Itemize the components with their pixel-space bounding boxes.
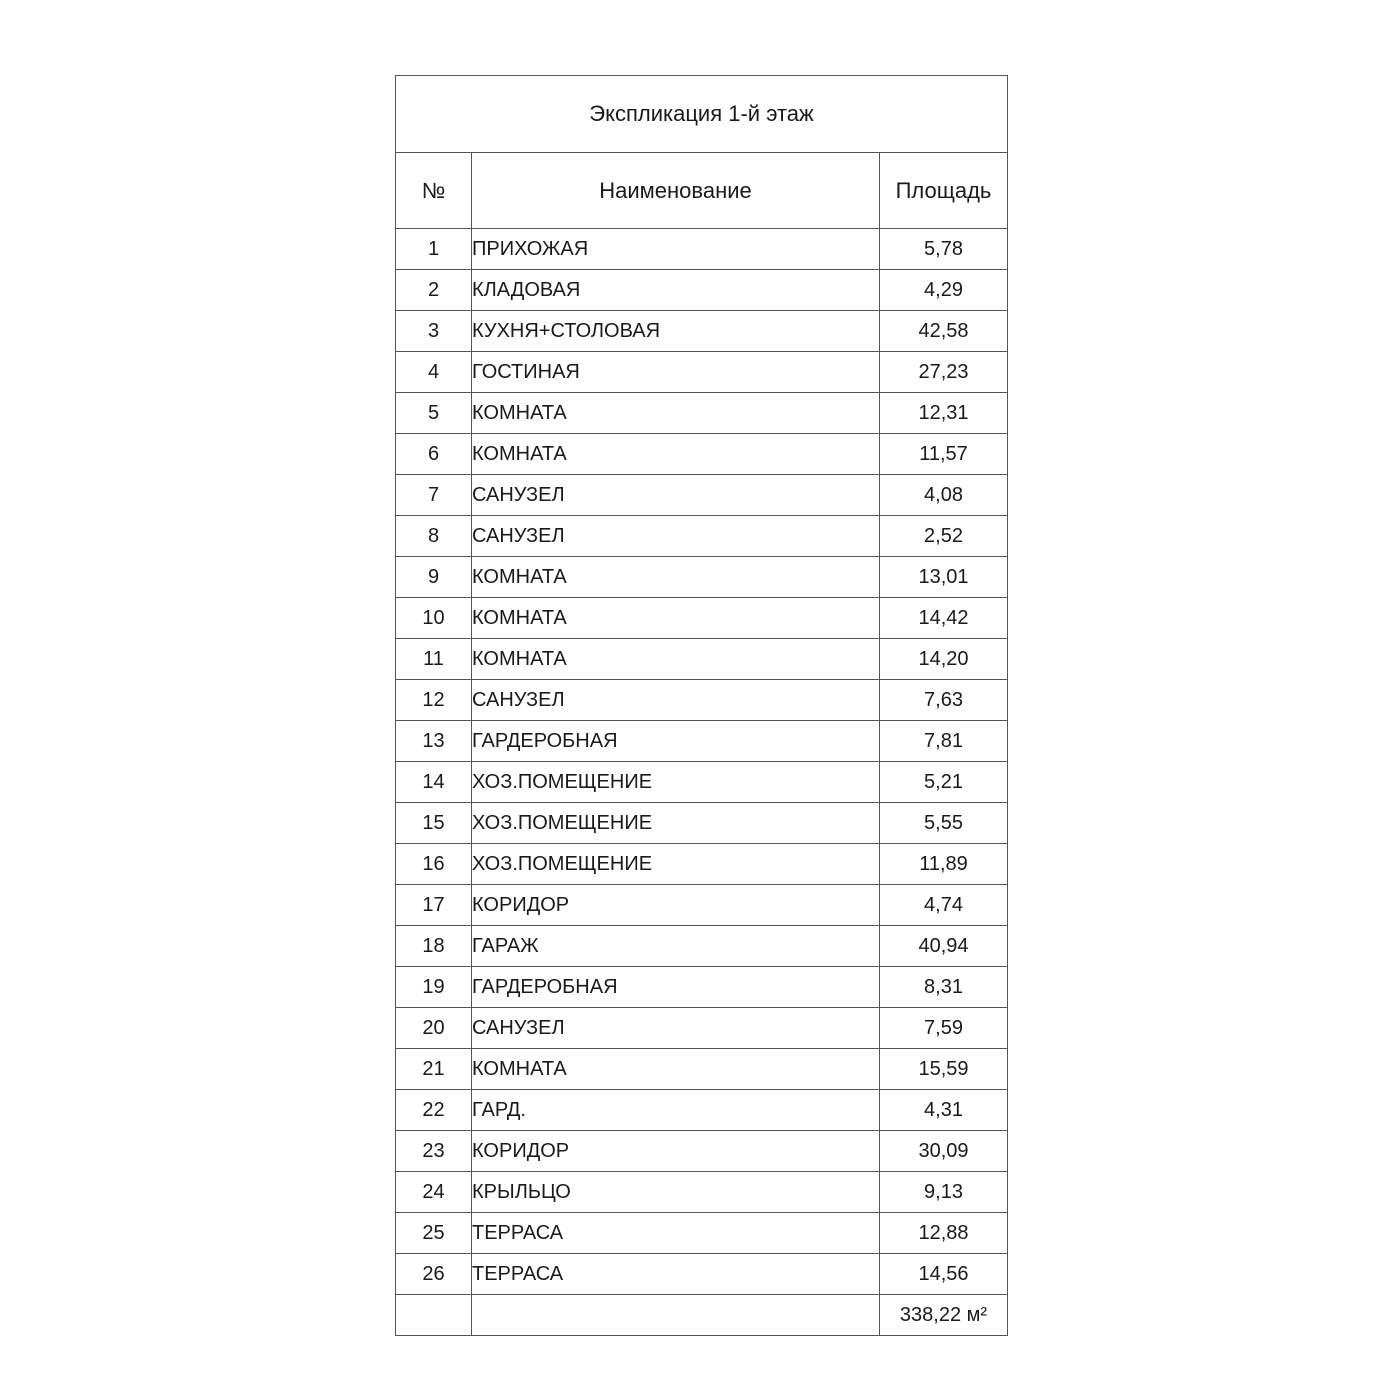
row-number: 13 [396, 721, 472, 762]
row-number: 17 [396, 885, 472, 926]
row-number: 22 [396, 1090, 472, 1131]
row-area: 30,09 [880, 1131, 1008, 1172]
row-area: 4,74 [880, 885, 1008, 926]
table-row [396, 844, 1008, 885]
row-area: 5,55 [880, 803, 1008, 844]
table-body [396, 229, 1008, 1336]
row-number: 15 [396, 803, 472, 844]
row-area: 11,57 [880, 434, 1008, 475]
row-name: КОМНАТА [472, 434, 880, 475]
table-row [396, 598, 1008, 639]
table-row [396, 1008, 1008, 1049]
row-name: ГАРАЖ [472, 926, 880, 967]
row-area: 12,31 [880, 393, 1008, 434]
table-row [396, 926, 1008, 967]
table-row [396, 270, 1008, 311]
table-row [396, 1172, 1008, 1213]
row-name: КОМНАТА [472, 639, 880, 680]
row-name: КОРИДОР [472, 1131, 880, 1172]
row-name: ХОЗ.ПОМЕЩЕНИЕ [472, 844, 880, 885]
row-number: 18 [396, 926, 472, 967]
row-name: КЛАДОВАЯ [472, 270, 880, 311]
row-number: 3 [396, 311, 472, 352]
total-empty-number [396, 1295, 472, 1336]
row-area: 13,01 [880, 557, 1008, 598]
table-row [396, 393, 1008, 434]
table-row [396, 1090, 1008, 1131]
row-area: 4,31 [880, 1090, 1008, 1131]
table-row [396, 516, 1008, 557]
row-number: 5 [396, 393, 472, 434]
row-name: КОМНАТА [472, 557, 880, 598]
row-area: 5,78 [880, 229, 1008, 270]
table-row [396, 434, 1008, 475]
table-row [396, 557, 1008, 598]
row-name: ХОЗ.ПОМЕЩЕНИЕ [472, 762, 880, 803]
table-row [396, 475, 1008, 516]
row-area: 4,29 [880, 270, 1008, 311]
row-name: КОМНАТА [472, 598, 880, 639]
table-row [396, 803, 1008, 844]
table-row [396, 352, 1008, 393]
table-row [396, 1213, 1008, 1254]
row-area: 7,59 [880, 1008, 1008, 1049]
table-row [396, 680, 1008, 721]
row-area: 40,94 [880, 926, 1008, 967]
row-number: 1 [396, 229, 472, 270]
total-area: 338,22 м² [880, 1295, 1008, 1336]
row-number: 4 [396, 352, 472, 393]
row-number: 21 [396, 1049, 472, 1090]
row-name: ТЕРРАСА [472, 1213, 880, 1254]
table-row [396, 1131, 1008, 1172]
header-row [396, 153, 1008, 229]
row-number: 2 [396, 270, 472, 311]
row-area: 14,42 [880, 598, 1008, 639]
row-area: 2,52 [880, 516, 1008, 557]
row-number: 7 [396, 475, 472, 516]
row-name: САНУЗЕЛ [472, 475, 880, 516]
row-area: 7,63 [880, 680, 1008, 721]
row-number: 19 [396, 967, 472, 1008]
row-number: 14 [396, 762, 472, 803]
row-number: 12 [396, 680, 472, 721]
row-area: 14,56 [880, 1254, 1008, 1295]
row-area: 15,59 [880, 1049, 1008, 1090]
row-number: 10 [396, 598, 472, 639]
row-name: САНУЗЕЛ [472, 516, 880, 557]
row-name: ПРИХОЖАЯ [472, 229, 880, 270]
table-row [396, 885, 1008, 926]
table-row [396, 762, 1008, 803]
row-name: ГАРДЕРОБНАЯ [472, 721, 880, 762]
row-name: САНУЗЕЛ [472, 680, 880, 721]
row-area: 5,21 [880, 762, 1008, 803]
row-number: 24 [396, 1172, 472, 1213]
table-row [396, 639, 1008, 680]
header-number: № [396, 153, 472, 229]
row-area: 42,58 [880, 311, 1008, 352]
table-row [396, 229, 1008, 270]
row-area: 12,88 [880, 1213, 1008, 1254]
row-name: ХОЗ.ПОМЕЩЕНИЕ [472, 803, 880, 844]
row-number: 26 [396, 1254, 472, 1295]
total-row [396, 1295, 1008, 1336]
row-name: КУХНЯ+СТОЛОВАЯ [472, 311, 880, 352]
explication-sheet [395, 75, 1007, 1336]
row-area: 4,08 [880, 475, 1008, 516]
table-title: Экспликация 1-й этаж [396, 76, 1008, 153]
row-number: 9 [396, 557, 472, 598]
row-name: САНУЗЕЛ [472, 1008, 880, 1049]
row-area: 27,23 [880, 352, 1008, 393]
row-name: ГАРД. [472, 1090, 880, 1131]
table-row [396, 721, 1008, 762]
row-number: 6 [396, 434, 472, 475]
table-row [396, 1049, 1008, 1090]
header-area: Площадь [880, 153, 1008, 229]
explication-table [395, 75, 1008, 1336]
row-area: 7,81 [880, 721, 1008, 762]
row-area: 14,20 [880, 639, 1008, 680]
table-row [396, 967, 1008, 1008]
row-name: ТЕРРАСА [472, 1254, 880, 1295]
row-number: 11 [396, 639, 472, 680]
row-number: 23 [396, 1131, 472, 1172]
table-row [396, 1254, 1008, 1295]
row-area: 9,13 [880, 1172, 1008, 1213]
row-name: КОМНАТА [472, 1049, 880, 1090]
header-name: Наименование [472, 153, 880, 229]
total-empty-name [472, 1295, 880, 1336]
row-area: 8,31 [880, 967, 1008, 1008]
row-name: КРЫЛЬЦО [472, 1172, 880, 1213]
row-number: 16 [396, 844, 472, 885]
row-area: 11,89 [880, 844, 1008, 885]
row-number: 20 [396, 1008, 472, 1049]
row-number: 25 [396, 1213, 472, 1254]
row-name: ГАРДЕРОБНАЯ [472, 967, 880, 1008]
row-name: КОМНАТА [472, 393, 880, 434]
row-name: ГОСТИНАЯ [472, 352, 880, 393]
title-row [396, 76, 1008, 153]
row-name: КОРИДОР [472, 885, 880, 926]
row-number: 8 [396, 516, 472, 557]
table-row [396, 311, 1008, 352]
